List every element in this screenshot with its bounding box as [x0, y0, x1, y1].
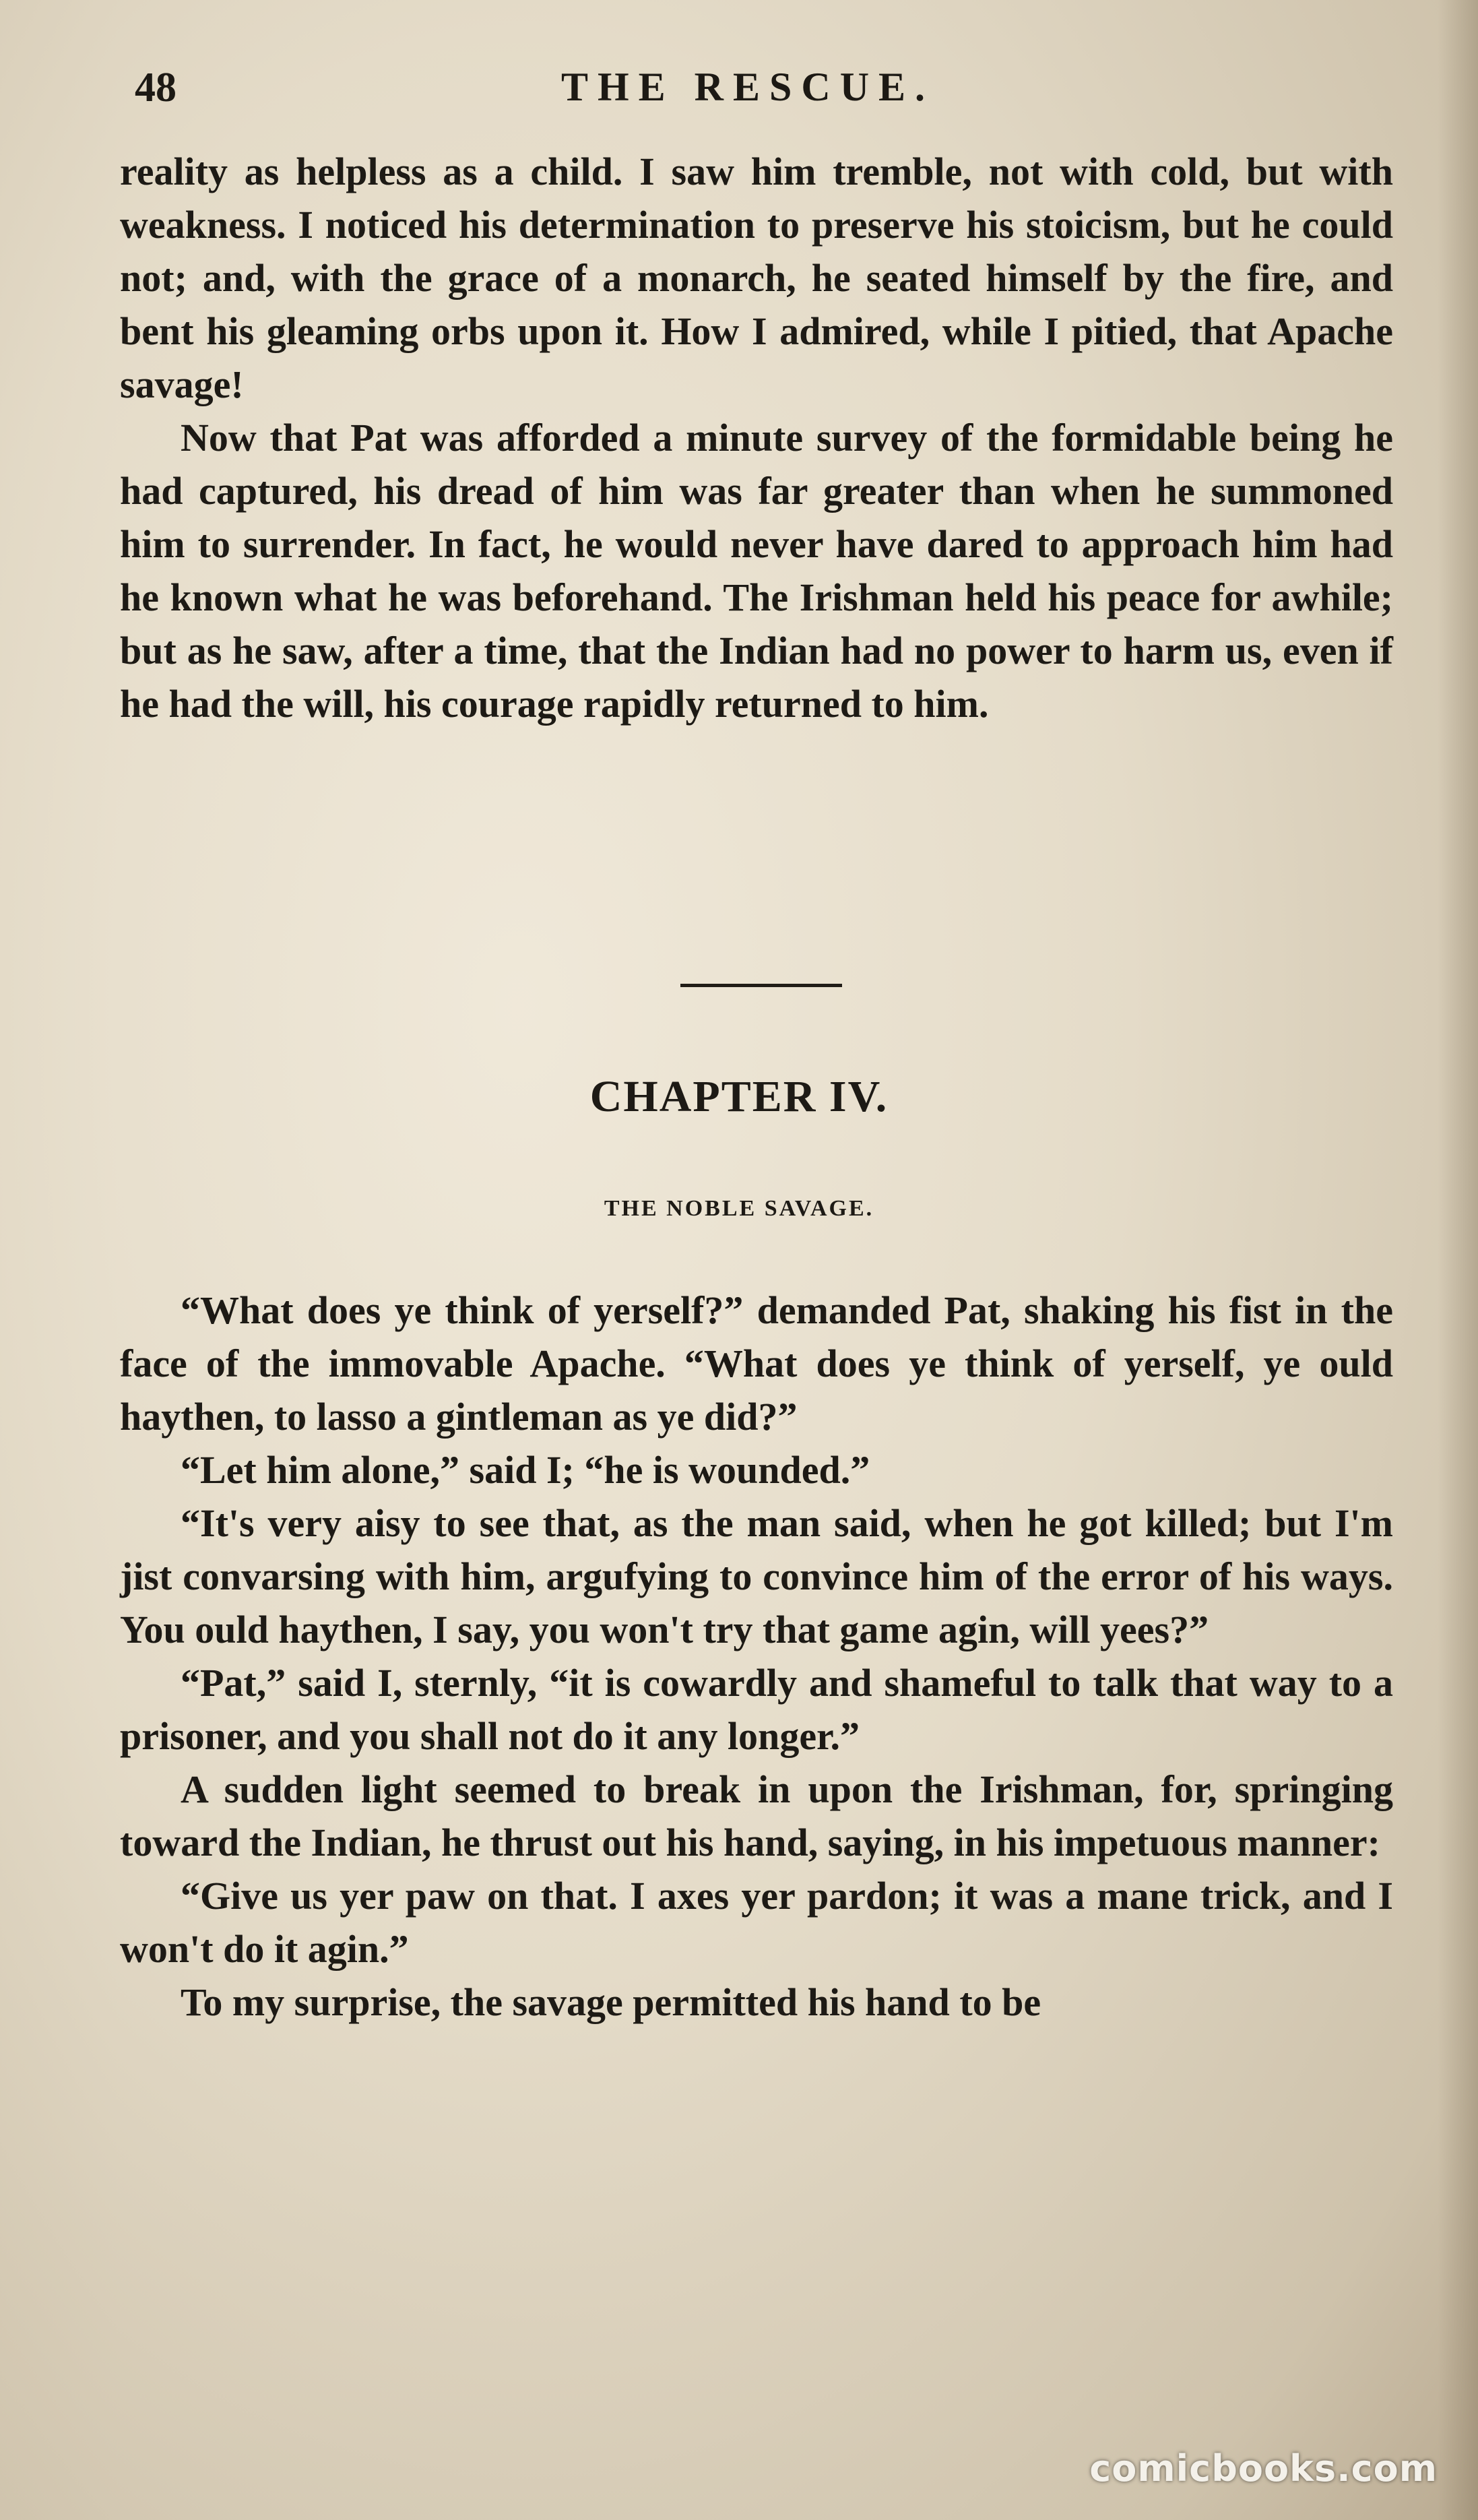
paragraph: To my surprise, the savage permitted his hand to be	[181, 1980, 1041, 2024]
paragraph: “Pat,” said I, sternly, “it is cowardly and shameful to talk that way to a prisoner, and you shall not do it any longer.”	[120, 1661, 1393, 1758]
running-head: THE RESCUE.	[560, 65, 935, 109]
paragraph: “It's very aisy to see that, as the man said, when he got killed; but I'm jist convarsing with him, argufying to convince him of the error of his ways. You ould haythen, I say, you won't try that game agin, will yees?”	[120, 1501, 1393, 1651]
text-block-bottom	[120, 1284, 1393, 2029]
chapter-title: CHAPTER IV.	[589, 1072, 889, 1121]
page-number: 48	[135, 65, 176, 111]
paragraph: “What does ye think of yerself?” demanded Pat, shaking his fist in the face of the immovable Apache. “What does ye think of yerself, ye ould haythen, to lasso a gintleman as ye did?”	[120, 1288, 1393, 1439]
paragraph: “Give us yer paw on that. I axes yer pardon; it was a mane trick, and I won't do it agin.”	[120, 1874, 1393, 1971]
source-watermark: comicbooks.com	[1089, 2447, 1438, 2490]
page-header	[115, 64, 1381, 125]
text-block-top	[120, 145, 1393, 730]
paragraph: Now that Pat was afforded a minute survey of the formidable being he had captured, his dread of him was far greater than when he summoned him to surrender. In fact, he would never have dared to approach him had he known what he was beforehand. The Irishman held his peace for awhile; but as he saw, after a time, that the Indian had no power to harm us, even if he had the will, his courage rapidly returned to him.	[120, 416, 1393, 726]
paragraph: reality as helpless as a child. I saw him tremble, not with cold, but with weakness. I noticed his determination to preserve his stoicism, but he could not; and, with the grace of a monarch, he seated himself by the fire, and bent his gleaming orbs upon it. How I admired, while I pitied, that Apache savage!	[120, 150, 1393, 406]
paragraph: “Let him alone,” said I; “he is wounded.”	[181, 1448, 870, 1492]
paragraph: A sudden light seemed to break in upon the Irishman, for, springing toward the Indian, he thrust out his hand, saying, in his impetuous manner:	[120, 1767, 1393, 1864]
section-divider	[680, 984, 842, 987]
chapter-subtitle: THE NOBLE SAVAGE.	[604, 1196, 874, 1221]
